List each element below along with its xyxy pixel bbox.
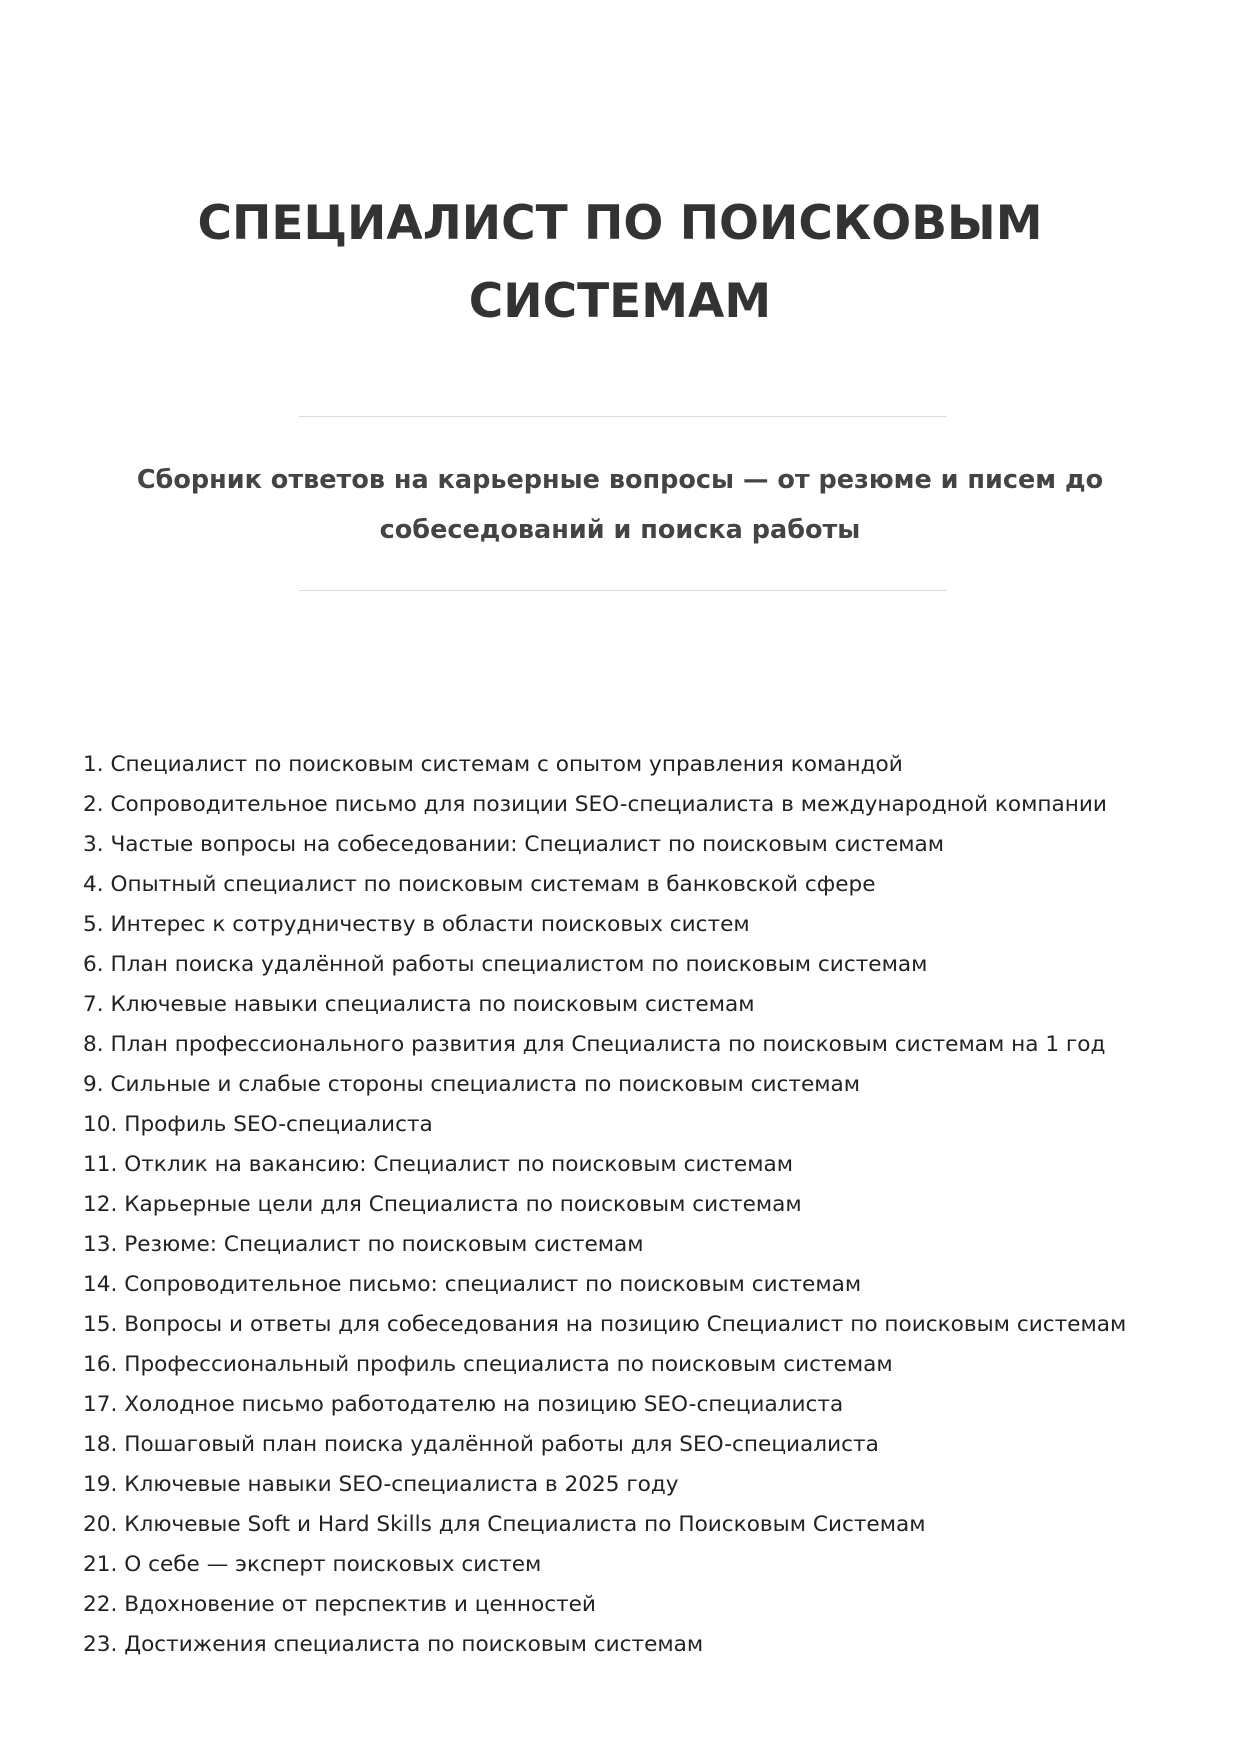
toc-item: 2. Сопроводительное письмо для позиции SEO-специалиста в международной компании — [83, 792, 1107, 817]
toc-item: 10. Профиль SEO-специалиста — [83, 1112, 433, 1137]
divider-top — [299, 416, 947, 417]
toc-item: 23. Достижения специалиста по поисковым системам — [83, 1632, 704, 1657]
toc-item: 16. Профессиональный профиль специалиста по поисковым системам — [83, 1352, 893, 1377]
toc-item: 12. Карьерные цели для Специалиста по поисковым системам — [83, 1192, 802, 1217]
toc-item: 9. Сильные и слабые стороны специалиста по поисковым системам — [83, 1072, 861, 1097]
toc-item: 13. Резюме: Специалист по поисковым системам — [83, 1232, 644, 1257]
toc-item: 6. План поиска удалённой работы специалистом по поисковым системам — [83, 952, 928, 977]
table-of-contents — [83, 745, 1126, 1665]
toc-item: 15. Вопросы и ответы для собеседования на позицию Специалист по поисковым системам — [83, 1312, 1127, 1337]
toc-item: 18. Пошаговый план поиска удалённой работы для SEO-специалиста — [83, 1432, 879, 1457]
toc-item: 1. Специалист по поисковым системам с опытом управления командой — [83, 752, 903, 777]
toc-item: 22. Вдохновение от перспектив и ценностей — [83, 1592, 596, 1617]
toc-item: 20. Ключевые Soft и Hard Skills для Специалиста по Поисковым Системам — [83, 1512, 926, 1537]
toc-item: 7. Ключевые навыки специалиста по поисковым системам — [83, 992, 755, 1017]
toc-item: 8. План профессионального развития для Специалиста по поисковым системам на 1 год — [83, 1032, 1106, 1057]
toc-item: 19. Ключевые навыки SEO-специалиста в 2025 году — [83, 1472, 679, 1497]
toc-item: 21. О себе — эксперт поисковых систем — [83, 1552, 542, 1577]
page-subtitle: Сборник ответов на карьерные вопросы — от резюме и писем до собеседований и поиска работы — [136, 465, 1104, 545]
toc-item: 3. Частые вопросы на собеседовании: Специалист по поисковым системам — [83, 832, 945, 857]
page-title: СПЕЦИАЛИСТ ПО ПОИСКОВЫМ СИСТЕМАМ — [197, 196, 1043, 329]
toc-item: 11. Отклик на вакансию: Специалист по поисковым системам — [83, 1152, 794, 1177]
divider-bottom — [299, 590, 947, 591]
toc-item: 14. Сопроводительное письмо: специалист по поисковым системам — [83, 1272, 862, 1297]
toc-item: 5. Интерес к сотрудничеству в области поисковых систем — [83, 912, 750, 937]
toc-item: 4. Опытный специалист по поисковым системам в банковской сфере — [83, 872, 876, 897]
toc-item: 17. Холодное письмо работодателю на позицию SEO-специалиста — [83, 1392, 844, 1417]
